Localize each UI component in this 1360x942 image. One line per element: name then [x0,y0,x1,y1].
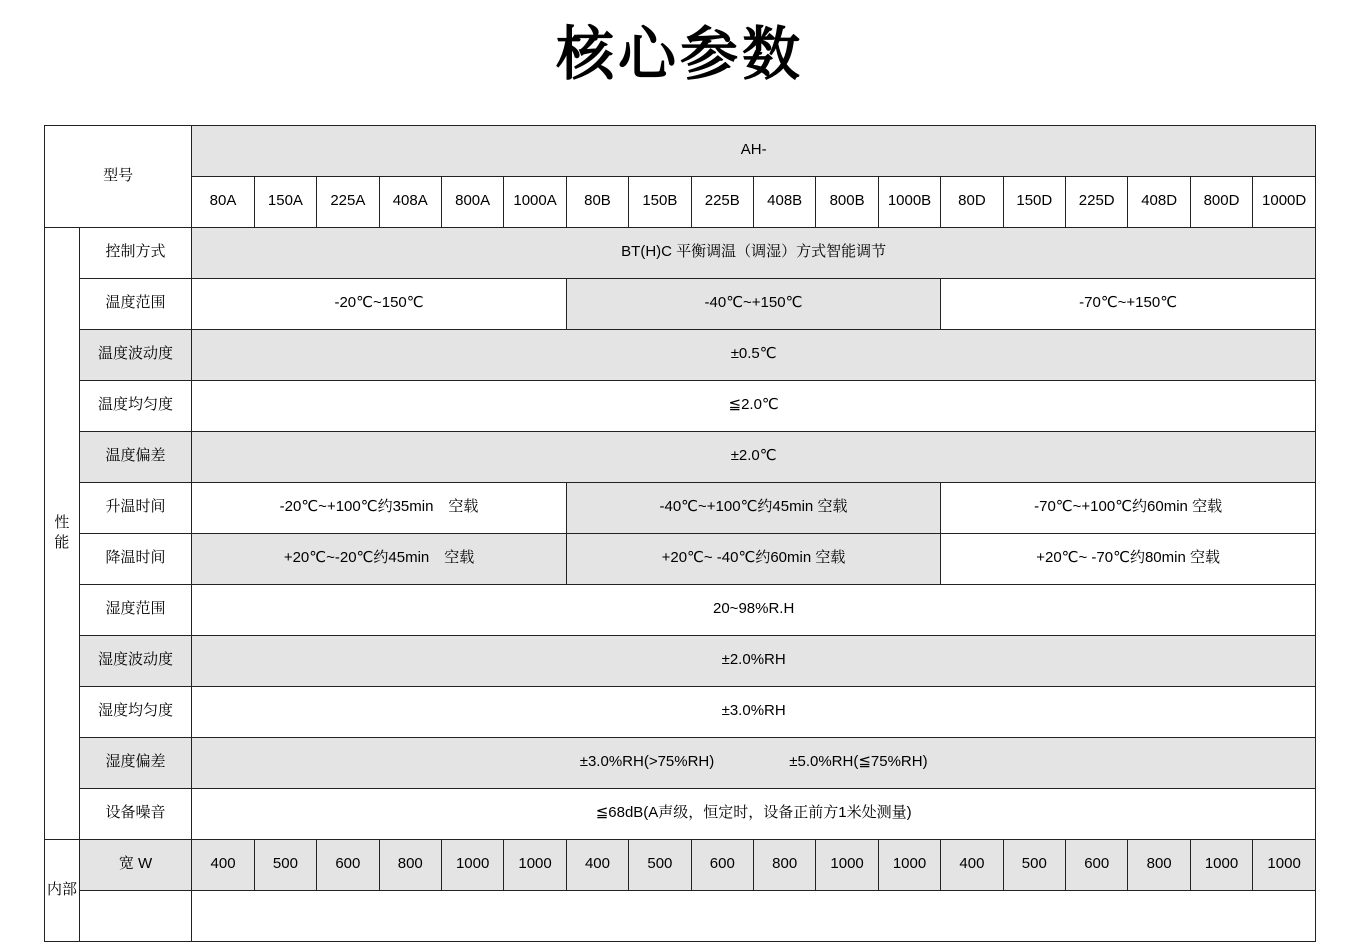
row-value: -70℃~+150℃ [941,278,1316,329]
model-column: 1000A [504,176,566,227]
spec-table-body [45,125,1316,941]
row-value: +20℃~ -40℃约60min 空载 [566,533,940,584]
row-value: 1000 [504,839,566,890]
row-value: ±3.0%RH [192,686,1316,737]
table-row [45,431,1316,482]
row-label: 湿度范围 [79,584,192,635]
model-column: 80A [192,176,254,227]
row-value: 600 [317,839,379,890]
row-label: 温度偏差 [79,431,192,482]
row-value: 1000 [816,839,878,890]
row-value: ±2.0%RH [192,635,1316,686]
model-column: 225A [317,176,379,227]
model-column: 225D [1066,176,1128,227]
model-column: 408B [753,176,815,227]
row-value: 20~98%R.H [192,584,1316,635]
model-column: 80D [941,176,1003,227]
row-value: 1000 [441,839,503,890]
row-value: ±3.0%RH(>75%RH) ±5.0%RH(≦75%RH) [192,737,1316,788]
row-value: -40℃~+100℃约45min 空载 [566,482,940,533]
model-column: 800D [1190,176,1252,227]
row-value: ±2.0℃ [192,431,1316,482]
row-label: 降温时间 [79,533,192,584]
model-column: 1000D [1253,176,1316,227]
model-column: 800B [816,176,878,227]
row-value: 600 [691,839,753,890]
table-row [45,227,1316,278]
model-column: 150B [629,176,691,227]
row-value: +20℃~-20℃约45min 空载 [192,533,566,584]
row-value: 800 [1128,839,1190,890]
model-column: 408D [1128,176,1190,227]
row-label: 升温时间 [79,482,192,533]
row-label: 设备噪音 [79,788,192,839]
row-value: -40℃~+150℃ [566,278,940,329]
table-row [45,635,1316,686]
row-value: 1000 [878,839,940,890]
table-row-model-columns [45,176,1316,227]
row-value: -20℃~150℃ [192,278,566,329]
group-label-performance [45,227,80,839]
table-row [45,278,1316,329]
row-value: ≦2.0℃ [192,380,1316,431]
table-row-partial [45,890,1316,941]
row-value: 500 [1003,839,1065,890]
row-label: 湿度波动度 [79,635,192,686]
row-value: 1000 [1190,839,1252,890]
row-label: 控制方式 [79,227,192,278]
model-label-cell: 型号 [45,125,192,227]
page-root [0,18,1360,925]
row-value: -70℃~+100℃约60min 空载 [941,482,1316,533]
row-value: 1000 [1253,839,1316,890]
row-value: 600 [1066,839,1128,890]
row-value: -20℃~+100℃约35min 空载 [192,482,566,533]
table-row [45,482,1316,533]
row-value: 800 [379,839,441,890]
row-value: +20℃~ -70℃约80min 空载 [941,533,1316,584]
table-row-model-prefix [45,125,1316,176]
model-prefix-cell: AH- [192,125,1316,176]
row-value: 400 [566,839,628,890]
row-value: 500 [629,839,691,890]
table-row [45,584,1316,635]
page-title: 核心参数 [555,20,804,88]
row-value [192,890,1316,941]
row-value: 400 [941,839,1003,890]
model-column: 408A [379,176,441,227]
model-column: 150D [1003,176,1065,227]
model-column: 1000B [878,176,940,227]
row-value: 400 [192,839,254,890]
spec-table [44,125,1316,942]
row-label: 湿度均匀度 [79,686,192,737]
row-label: 温度均匀度 [79,380,192,431]
model-column: 80B [566,176,628,227]
table-row [45,839,1316,890]
table-row [45,533,1316,584]
table-row [45,737,1316,788]
row-label: 湿度偏差 [79,737,192,788]
row-value: BT(H)C 平衡调温（调湿）方式智能调节 [192,227,1316,278]
table-row [45,686,1316,737]
row-value: ≦68dB(A声级，恒定时，设备正前方1米处测量) [192,788,1316,839]
row-value: 800 [753,839,815,890]
table-row [45,788,1316,839]
group-label-internal: 内部 [45,839,80,941]
group-label-performance-text: 性 能 [54,513,70,551]
model-column: 800A [441,176,503,227]
row-label: 温度波动度 [79,329,192,380]
row-value: 500 [254,839,316,890]
row-value: ±0.5℃ [192,329,1316,380]
table-row [45,329,1316,380]
table-row [45,380,1316,431]
row-label: 温度范围 [79,278,192,329]
row-label: 宽 W [79,839,192,890]
model-column: 150A [254,176,316,227]
model-column: 225B [691,176,753,227]
row-label [79,890,192,941]
